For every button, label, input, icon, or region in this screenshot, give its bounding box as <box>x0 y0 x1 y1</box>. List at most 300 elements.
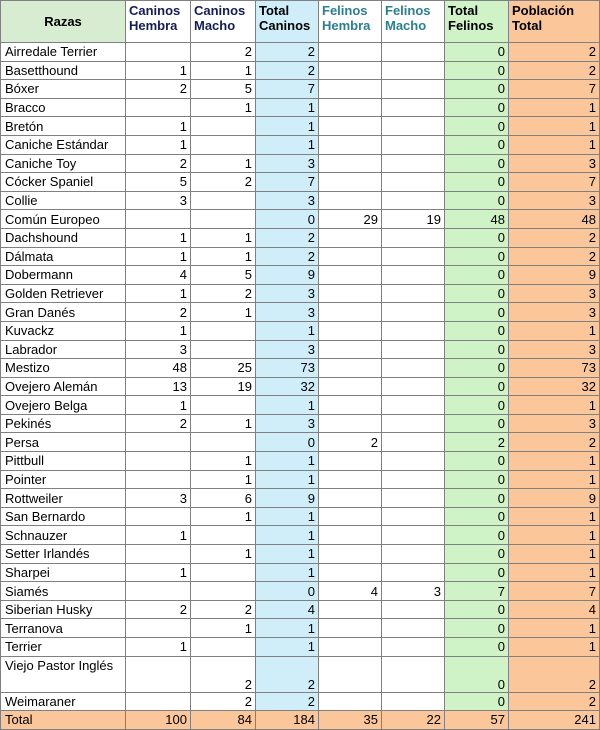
cell-total-caninos: 32 <box>256 377 319 396</box>
cell-felinos-macho <box>382 507 445 526</box>
cell-caninos-hembra <box>126 43 191 62</box>
cell-felinos-macho <box>382 619 445 638</box>
total-row <box>1 711 600 730</box>
cell-caninos-macho <box>191 191 256 210</box>
cell-felinos-hembra <box>319 600 382 619</box>
cell-felinos-hembra <box>319 656 382 692</box>
cell-caninos-macho: 1 <box>191 98 256 117</box>
cell-poblacion-total: 2 <box>509 228 600 247</box>
cell-caninos-macho: 1 <box>191 414 256 433</box>
cell-felinos-hembra <box>319 452 382 471</box>
cell-felinos-hembra <box>319 117 382 136</box>
cell-caninos-hembra: 2 <box>126 80 191 99</box>
cell-caninos-macho: 2 <box>191 656 256 692</box>
cell-total-felinos: 0 <box>445 154 509 173</box>
cell-poblacion-total: 1 <box>509 452 600 471</box>
cell-poblacion-total: 1 <box>509 98 600 117</box>
cell-caninos-macho: 1 <box>191 154 256 173</box>
cell-total-felinos: 0 <box>445 135 509 154</box>
cell-caninos-hembra <box>126 210 191 229</box>
cell-caninos-hembra <box>126 656 191 692</box>
cell-caninos-macho <box>191 135 256 154</box>
cell-caninos-hembra: 2 <box>126 303 191 322</box>
cell-total-felinos: 7 <box>445 582 509 601</box>
cell-caninos-hembra: 1 <box>126 321 191 340</box>
cell-total-felinos: 0 <box>445 43 509 62</box>
total-total-caninos: 184 <box>256 711 319 730</box>
cell-felinos-macho <box>382 692 445 711</box>
cell-caninos-macho: 1 <box>191 452 256 471</box>
cell-caninos-macho <box>191 340 256 359</box>
cell-felinos-hembra <box>319 135 382 154</box>
cell-poblacion-total: 4 <box>509 600 600 619</box>
cell-caninos-hembra <box>126 545 191 564</box>
cell-felinos-hembra <box>319 340 382 359</box>
table-row <box>1 600 600 619</box>
cell-felinos-hembra <box>319 284 382 303</box>
cell-caninos-hembra <box>126 507 191 526</box>
cell-poblacion-total: 3 <box>509 284 600 303</box>
cell-raza: Ovejero Alemán <box>1 377 126 396</box>
cell-raza: Rottweiler <box>1 489 126 508</box>
cell-total-caninos: 2 <box>256 692 319 711</box>
cell-raza: Persa <box>1 433 126 452</box>
cell-total-caninos: 3 <box>256 340 319 359</box>
header-caninos-hembra: Caninos Hembra <box>126 1 191 43</box>
table-row <box>1 414 600 433</box>
cell-total-caninos: 1 <box>256 98 319 117</box>
cell-raza: Pittbull <box>1 452 126 471</box>
cell-caninos-macho: 2 <box>191 600 256 619</box>
cell-total-caninos: 2 <box>256 247 319 266</box>
cell-caninos-macho: 5 <box>191 80 256 99</box>
cell-raza: Weimaraner <box>1 692 126 711</box>
header-row <box>1 1 600 43</box>
cell-total-felinos: 0 <box>445 173 509 192</box>
cell-raza: Gran Danés <box>1 303 126 322</box>
cell-felinos-hembra <box>319 396 382 415</box>
cell-total-felinos: 0 <box>445 600 509 619</box>
cell-felinos-hembra <box>319 321 382 340</box>
cell-caninos-hembra: 4 <box>126 266 191 285</box>
total-total-felinos: 57 <box>445 711 509 730</box>
cell-total-felinos: 0 <box>445 80 509 99</box>
cell-poblacion-total: 1 <box>509 470 600 489</box>
total-caninos-hembra: 100 <box>126 711 191 730</box>
table-row <box>1 173 600 192</box>
cell-felinos-hembra <box>319 563 382 582</box>
header-felinos-macho: Felinos Macho <box>382 1 445 43</box>
cell-felinos-macho <box>382 43 445 62</box>
cell-raza: San Bernardo <box>1 507 126 526</box>
cell-raza: Bóxer <box>1 80 126 99</box>
table-row <box>1 340 600 359</box>
total-felinos-macho: 22 <box>382 711 445 730</box>
cell-total-felinos: 0 <box>445 507 509 526</box>
cell-raza: Bracco <box>1 98 126 117</box>
table-row <box>1 191 600 210</box>
cell-felinos-hembra: 2 <box>319 433 382 452</box>
cell-caninos-hembra: 3 <box>126 340 191 359</box>
cell-raza: Siberian Husky <box>1 600 126 619</box>
cell-raza: Pointer <box>1 470 126 489</box>
cell-felinos-macho <box>382 452 445 471</box>
cell-poblacion-total: 7 <box>509 173 600 192</box>
table-row <box>1 303 600 322</box>
cell-caninos-hembra: 13 <box>126 377 191 396</box>
cell-poblacion-total: 9 <box>509 266 600 285</box>
table-row <box>1 563 600 582</box>
cell-raza: Kuvackz <box>1 321 126 340</box>
cell-total-felinos: 0 <box>445 396 509 415</box>
table-row <box>1 582 600 601</box>
cell-felinos-macho <box>382 414 445 433</box>
cell-felinos-macho <box>382 638 445 657</box>
cell-poblacion-total: 2 <box>509 433 600 452</box>
cell-felinos-hembra <box>319 377 382 396</box>
cell-felinos-macho <box>382 396 445 415</box>
cell-caninos-hembra: 1 <box>126 247 191 266</box>
cell-felinos-hembra <box>319 247 382 266</box>
cell-felinos-hembra <box>319 80 382 99</box>
cell-total-caninos: 7 <box>256 173 319 192</box>
cell-felinos-hembra <box>319 619 382 638</box>
cell-felinos-hembra <box>319 414 382 433</box>
table-row <box>1 656 600 692</box>
table-row <box>1 470 600 489</box>
cell-poblacion-total: 7 <box>509 582 600 601</box>
cell-felinos-macho <box>382 173 445 192</box>
cell-felinos-hembra <box>319 470 382 489</box>
cell-poblacion-total: 3 <box>509 154 600 173</box>
cell-total-caninos: 2 <box>256 61 319 80</box>
table-row <box>1 210 600 229</box>
table-row <box>1 284 600 303</box>
cell-caninos-hembra: 1 <box>126 284 191 303</box>
cell-poblacion-total: 2 <box>509 692 600 711</box>
cell-total-caninos: 1 <box>256 526 319 545</box>
cell-felinos-hembra <box>319 61 382 80</box>
total-poblacion-total: 241 <box>509 711 600 730</box>
cell-felinos-macho <box>382 117 445 136</box>
cell-felinos-macho: 19 <box>382 210 445 229</box>
table-row <box>1 266 600 285</box>
cell-caninos-hembra: 1 <box>126 117 191 136</box>
cell-felinos-macho <box>382 321 445 340</box>
cell-total-felinos: 2 <box>445 433 509 452</box>
cell-caninos-hembra: 3 <box>126 191 191 210</box>
cell-felinos-hembra <box>319 359 382 378</box>
table-row <box>1 452 600 471</box>
cell-felinos-macho <box>382 470 445 489</box>
cell-felinos-macho <box>382 80 445 99</box>
cell-caninos-hembra: 48 <box>126 359 191 378</box>
cell-felinos-macho <box>382 284 445 303</box>
cell-total-felinos: 0 <box>445 489 509 508</box>
cell-felinos-hembra <box>319 692 382 711</box>
cell-total-caninos: 0 <box>256 582 319 601</box>
cell-poblacion-total: 3 <box>509 191 600 210</box>
cell-felinos-hembra <box>319 638 382 657</box>
table-row <box>1 545 600 564</box>
cell-total-caninos: 3 <box>256 191 319 210</box>
cell-total-caninos: 1 <box>256 396 319 415</box>
cell-caninos-hembra: 3 <box>126 489 191 508</box>
cell-total-caninos: 1 <box>256 619 319 638</box>
table-row <box>1 117 600 136</box>
cell-total-caninos: 1 <box>256 507 319 526</box>
cell-felinos-macho <box>382 489 445 508</box>
cell-caninos-macho: 1 <box>191 61 256 80</box>
cell-raza: Caniche Estándar <box>1 135 126 154</box>
cell-caninos-hembra: 5 <box>126 173 191 192</box>
cell-raza: Dálmata <box>1 247 126 266</box>
cell-felinos-macho <box>382 600 445 619</box>
cell-caninos-hembra: 1 <box>126 563 191 582</box>
cell-felinos-macho <box>382 266 445 285</box>
cell-raza: Bretón <box>1 117 126 136</box>
cell-total-felinos: 0 <box>445 321 509 340</box>
cell-total-caninos: 3 <box>256 154 319 173</box>
cell-total-felinos: 0 <box>445 377 509 396</box>
cell-total-felinos: 0 <box>445 452 509 471</box>
cell-raza: Setter Irlandés <box>1 545 126 564</box>
cell-caninos-hembra: 2 <box>126 600 191 619</box>
cell-caninos-macho: 2 <box>191 173 256 192</box>
cell-caninos-hembra: 1 <box>126 228 191 247</box>
cell-caninos-macho: 6 <box>191 489 256 508</box>
cell-felinos-hembra: 4 <box>319 582 382 601</box>
table-row <box>1 228 600 247</box>
cell-poblacion-total: 1 <box>509 507 600 526</box>
cell-total-caninos: 2 <box>256 656 319 692</box>
cell-raza: Terrier <box>1 638 126 657</box>
header-razas: Razas <box>1 1 126 43</box>
table-row <box>1 526 600 545</box>
cell-felinos-macho <box>382 247 445 266</box>
cell-poblacion-total: 2 <box>509 247 600 266</box>
cell-raza: Mestizo <box>1 359 126 378</box>
cell-poblacion-total: 1 <box>509 135 600 154</box>
cell-caninos-macho: 1 <box>191 619 256 638</box>
cell-total-caninos: 3 <box>256 284 319 303</box>
cell-raza: Terranova <box>1 619 126 638</box>
cell-raza: Ovejero Belga <box>1 396 126 415</box>
cell-caninos-macho: 5 <box>191 266 256 285</box>
cell-felinos-hembra <box>319 191 382 210</box>
cell-total-caninos: 2 <box>256 228 319 247</box>
header-caninos-macho: Caninos Macho <box>191 1 256 43</box>
cell-caninos-hembra <box>126 470 191 489</box>
cell-total-caninos: 0 <box>256 210 319 229</box>
cell-total-felinos: 0 <box>445 191 509 210</box>
cell-total-caninos: 9 <box>256 489 319 508</box>
cell-caninos-hembra <box>126 452 191 471</box>
cell-felinos-hembra <box>319 154 382 173</box>
cell-felinos-macho <box>382 563 445 582</box>
cell-total-felinos: 0 <box>445 563 509 582</box>
cell-total-felinos: 0 <box>445 266 509 285</box>
cell-raza: Basetthound <box>1 61 126 80</box>
cell-poblacion-total: 7 <box>509 80 600 99</box>
cell-poblacion-total: 3 <box>509 303 600 322</box>
cell-caninos-hembra <box>126 98 191 117</box>
cell-total-felinos: 0 <box>445 656 509 692</box>
cell-felinos-macho <box>382 545 445 564</box>
cell-total-felinos: 0 <box>445 117 509 136</box>
table-row <box>1 638 600 657</box>
cell-poblacion-total: 3 <box>509 340 600 359</box>
cell-total-caninos: 1 <box>256 638 319 657</box>
table-row <box>1 433 600 452</box>
cell-felinos-macho <box>382 154 445 173</box>
cell-poblacion-total: 2 <box>509 61 600 80</box>
cell-raza: Collie <box>1 191 126 210</box>
cell-felinos-macho <box>382 228 445 247</box>
cell-felinos-macho <box>382 433 445 452</box>
cell-total-caninos: 2 <box>256 43 319 62</box>
cell-raza: Schnauzer <box>1 526 126 545</box>
cell-total-felinos: 0 <box>445 638 509 657</box>
cell-total-felinos: 0 <box>445 303 509 322</box>
cell-caninos-macho <box>191 433 256 452</box>
cell-raza: Común Europeo <box>1 210 126 229</box>
cell-caninos-macho: 1 <box>191 228 256 247</box>
cell-caninos-hembra: 1 <box>126 526 191 545</box>
cell-poblacion-total: 9 <box>509 489 600 508</box>
cell-raza: Dachshound <box>1 228 126 247</box>
cell-caninos-hembra: 2 <box>126 154 191 173</box>
cell-total-felinos: 0 <box>445 414 509 433</box>
cell-felinos-macho <box>382 191 445 210</box>
cell-raza: Golden Retriever <box>1 284 126 303</box>
cell-poblacion-total: 1 <box>509 396 600 415</box>
cell-total-caninos: 3 <box>256 414 319 433</box>
table-row <box>1 154 600 173</box>
cell-total-caninos: 1 <box>256 452 319 471</box>
cell-total-caninos: 1 <box>256 563 319 582</box>
cell-caninos-hembra: 1 <box>126 61 191 80</box>
cell-felinos-hembra <box>319 489 382 508</box>
cell-poblacion-total: 48 <box>509 210 600 229</box>
table-row <box>1 489 600 508</box>
cell-caninos-macho: 1 <box>191 507 256 526</box>
cell-total-caninos: 1 <box>256 545 319 564</box>
table-row <box>1 377 600 396</box>
table-row <box>1 247 600 266</box>
cell-poblacion-total: 73 <box>509 359 600 378</box>
cell-total-caninos: 1 <box>256 135 319 154</box>
cell-total-felinos: 0 <box>445 359 509 378</box>
cell-caninos-macho <box>191 638 256 657</box>
cell-caninos-hembra <box>126 582 191 601</box>
cell-total-felinos: 0 <box>445 247 509 266</box>
cell-total-felinos: 0 <box>445 526 509 545</box>
cell-felinos-hembra <box>319 228 382 247</box>
table-row <box>1 61 600 80</box>
cell-caninos-hembra: 1 <box>126 396 191 415</box>
total-caninos-macho: 84 <box>191 711 256 730</box>
cell-total-felinos: 0 <box>445 619 509 638</box>
cell-felinos-hembra <box>319 545 382 564</box>
cell-felinos-hembra <box>319 507 382 526</box>
cell-total-caninos: 1 <box>256 321 319 340</box>
cell-caninos-macho: 2 <box>191 692 256 711</box>
header-poblacion-total: Población Total <box>509 1 600 43</box>
cell-poblacion-total: 1 <box>509 619 600 638</box>
cell-caninos-hembra: 1 <box>126 638 191 657</box>
cell-total-caninos: 9 <box>256 266 319 285</box>
cell-poblacion-total: 1 <box>509 545 600 564</box>
cell-caninos-macho <box>191 117 256 136</box>
cell-total-caninos: 1 <box>256 117 319 136</box>
table-row <box>1 135 600 154</box>
cell-caninos-macho <box>191 210 256 229</box>
cell-raza: Labrador <box>1 340 126 359</box>
cell-caninos-macho <box>191 563 256 582</box>
table-body <box>1 43 600 711</box>
cell-felinos-macho <box>382 377 445 396</box>
cell-caninos-macho <box>191 396 256 415</box>
cell-raza: Airredale Terrier <box>1 43 126 62</box>
cell-total-felinos: 0 <box>445 692 509 711</box>
total-label: Total <box>1 711 126 730</box>
cell-felinos-macho <box>382 359 445 378</box>
cell-total-felinos: 0 <box>445 470 509 489</box>
cell-caninos-hembra <box>126 433 191 452</box>
cell-total-caninos: 1 <box>256 470 319 489</box>
cell-total-felinos: 0 <box>445 545 509 564</box>
cell-felinos-macho <box>382 656 445 692</box>
cell-poblacion-total: 1 <box>509 563 600 582</box>
header-total-caninos: Total Caninos <box>256 1 319 43</box>
cell-felinos-hembra: 29 <box>319 210 382 229</box>
cell-caninos-macho <box>191 321 256 340</box>
cell-poblacion-total: 1 <box>509 526 600 545</box>
cell-felinos-macho <box>382 98 445 117</box>
cell-caninos-macho <box>191 526 256 545</box>
cell-raza: Cócker Spaniel <box>1 173 126 192</box>
cell-poblacion-total: 1 <box>509 321 600 340</box>
cell-caninos-macho: 2 <box>191 43 256 62</box>
table-row <box>1 507 600 526</box>
cell-felinos-macho <box>382 303 445 322</box>
cell-raza: Sharpei <box>1 563 126 582</box>
cell-felinos-hembra <box>319 43 382 62</box>
cell-raza: Pekinés <box>1 414 126 433</box>
cell-felinos-hembra <box>319 303 382 322</box>
cell-raza: Dobermann <box>1 266 126 285</box>
cell-total-caninos: 4 <box>256 600 319 619</box>
table-row <box>1 98 600 117</box>
cell-caninos-macho: 1 <box>191 545 256 564</box>
cell-total-felinos: 48 <box>445 210 509 229</box>
table-row <box>1 396 600 415</box>
total-felinos-hembra: 35 <box>319 711 382 730</box>
cell-felinos-macho <box>382 135 445 154</box>
cell-total-caninos: 3 <box>256 303 319 322</box>
cell-total-felinos: 0 <box>445 228 509 247</box>
cell-total-caninos: 7 <box>256 80 319 99</box>
cell-total-caninos: 0 <box>256 433 319 452</box>
cell-caninos-macho: 1 <box>191 303 256 322</box>
cell-total-felinos: 0 <box>445 340 509 359</box>
cell-caninos-hembra: 1 <box>126 135 191 154</box>
cell-caninos-macho <box>191 582 256 601</box>
cell-poblacion-total: 3 <box>509 414 600 433</box>
cell-felinos-hembra <box>319 526 382 545</box>
cell-raza: Caniche Toy <box>1 154 126 173</box>
